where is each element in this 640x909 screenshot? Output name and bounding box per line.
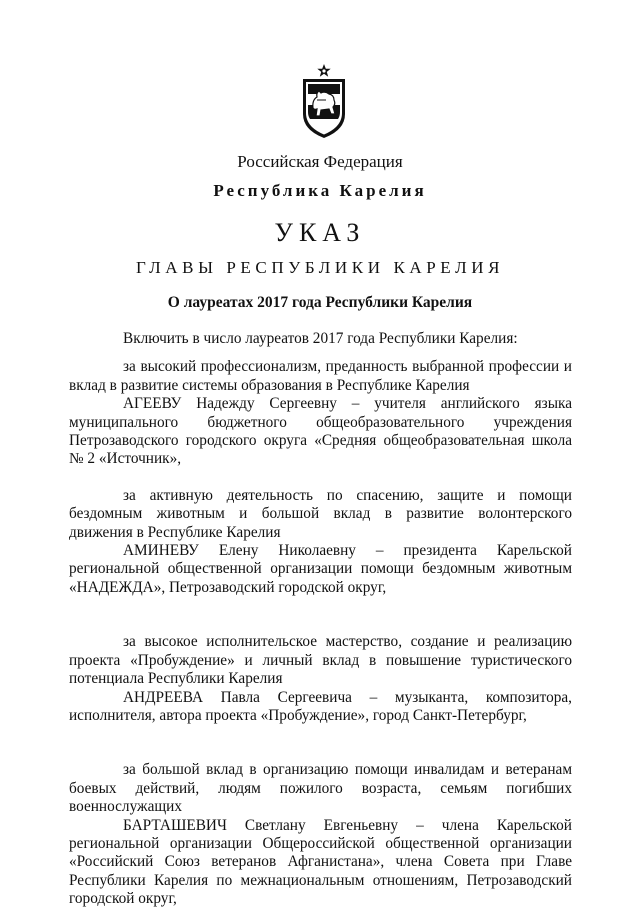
decree-body [69,330,572,909]
text-line: «Российский Союз ветеранов Афганистана», члена Совета при Главе [69,853,572,871]
text-line: БАРТАШЕВИЧ Светлану Евгеньевну – члена Карельской [123,816,572,834]
text-line: потенциала Республики Карелия [69,670,283,688]
award-person [69,689,572,726]
text-line: региональной организации Общероссийской общественной организации [69,834,572,852]
intro-paragraph: Включить в число лауреатов 2017 года Республики Карелия: [123,330,518,347]
text-line: военнослужащих [69,798,182,816]
award-person [69,817,572,909]
award-reason [69,761,572,816]
text-line: боевых действий, людям пожилого возраста, семьям погибших [69,779,572,797]
text-line: № 2 «Источник», [69,450,182,468]
text-line: вклад в развитие системы образования в Республике Карелия [69,376,470,394]
coat-of-arms-icon [299,64,349,139]
text-line: городской округ, [69,890,177,908]
text-line: за высокое исполнительское мастерство, создание и реализацию [123,633,572,651]
text-line: АГЕЕВУ Надежду Сергеевну – учителя английского языка [123,395,572,413]
text-line: АНДРЕЕВА Павла Сергеевича – музыканта, композитора, [123,688,572,706]
document-type: УКАЗ [274,218,366,247]
text-line: за активную деятельность по спасению, защите и помощи [123,486,572,504]
text-line: региональной общественной организации помощи бездомным животным [69,560,572,578]
text-line: за высокий профессионализм, преданность выбранной профессии и [123,358,572,376]
award-reason [69,487,572,542]
text-line: Петрозаводского городского округа «Средняя общеобразовательная школа [69,432,572,450]
text-line: движения в Республике Карелия [69,523,281,541]
country-name: Российская Федерация [237,152,403,171]
decree-subject: О лауреатах 2017 года Республики Карелия [167,294,473,311]
award-person [69,395,572,469]
award-person [69,542,572,597]
text-line: Республики Карелия по межнациональным отношениям, Петрозаводский [69,871,572,889]
text-line: бездомным животным и большой вклад в развитие волонтерского [69,505,572,523]
award-reason [69,633,572,688]
text-line: АМИНЕВУ Елену Николаевну – президента Карельской [123,542,572,560]
text-line: муниципального бюджетного общеобразовательного учреждения [69,413,572,431]
text-line: за большой вклад в организацию помощи инвалидам и ветеранам [123,761,572,779]
text-line: проекта «Пробуждение» и личный вклад в повышение туристического [69,651,572,669]
republic-name: Республика Карелия [213,181,427,200]
text-line: исполнителя, автора проекта «Пробуждение», город Санкт-Петербург, [69,706,527,724]
issuer-title: ГЛАВЫ РЕСПУБЛИКИ КАРЕЛИЯ [135,258,505,277]
text-line: «НАДЕЖДА», Петрозаводский городской округ, [69,578,387,596]
award-reason [69,358,572,395]
